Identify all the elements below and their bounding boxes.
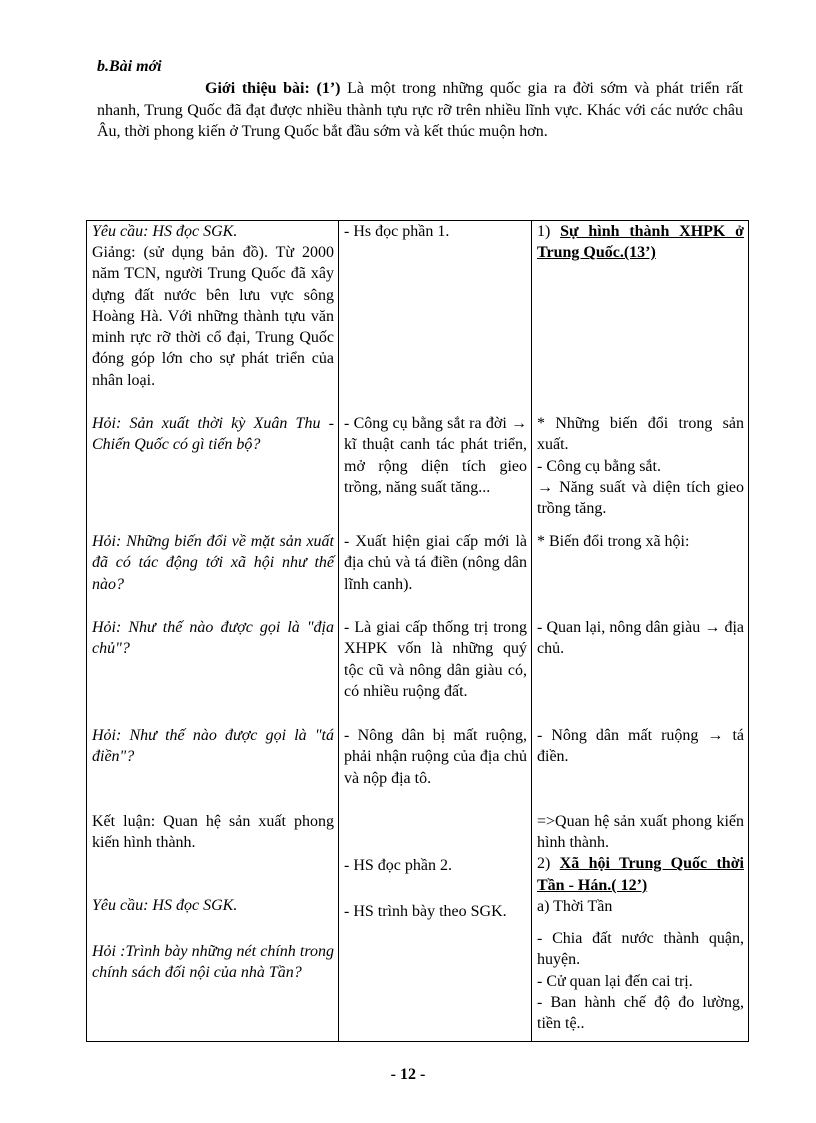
- intro-paragraph: [97, 78, 743, 143]
- heading-2: 2) Xã hội Trung Quốc thời Tần - Hán.( 12’): [537, 855, 745, 894]
- intro-time: (1’): [316, 80, 341, 97]
- request-read-1: Yêu cầu: HS đọc SGK.: [92, 223, 238, 240]
- answer-tenant: - Nông dân bị mất ruộng, phải nhận ruộng của địa chủ và nộp địa tô.: [344, 727, 527, 787]
- table-row: [87, 221, 749, 1042]
- heading-2-title: Xã hội Trung Quốc thời Tần - Hán.( 12’): [537, 855, 745, 894]
- note-productivity: → Năng suất và diện tích gieo trồng tăng.: [537, 478, 744, 518]
- answer-society: - Xuất hiện giai cấp mới là địa chủ và tá điền (nông dân lĩnh canh).: [344, 533, 527, 593]
- note-divide-country: - Chia đất nước thành quận, huyện.: [537, 930, 744, 969]
- conclusion: Kết luận: Quan hệ sản xuất phong kiến hình thành.: [92, 813, 334, 852]
- lecture-text: Giảng: (sử dụng bản đồ). Từ 2000 năm TCN, người Trung Quốc đã xây dựng đất nước bên lưu vực sông Hoàng Hà. Với những thành tựu văn minh rực rỡ thời cổ đại, Trung Quốc đóng góp lớn cho sự phát triển của nhân loại.: [92, 244, 334, 389]
- question-tenant: Hỏi: Như thế nào được gọi là "tá điền"?: [92, 727, 334, 766]
- answer-production: - Công cụ bằng sắt ra đời → kĩ thuật canh tác phát triển, mở rộng diện tích gieo trồng, năng suất tăng...: [344, 415, 527, 496]
- note-landlord: - Quan lại, nông dân giàu → địa chủ.: [537, 618, 744, 658]
- question-landlord: Hỏi: Như thế nào được gọi là "địa chủ"?: [92, 619, 334, 658]
- answer-read-2: - HS đọc phần 2.: [344, 857, 452, 874]
- question-society: Hỏi: Những biến đổi về mặt sản xuất đã có tác động tới xã hội như thế nào?: [92, 533, 334, 593]
- answer-read-1: - Hs đọc phần 1.: [344, 223, 450, 240]
- question-qin-policy: Hỏi :Trình bày những nét chính trong chính sách đối nội của nhà Tần?: [92, 943, 334, 982]
- note-iron-tools: - Công cụ bằng sắt.: [537, 457, 661, 475]
- content-cell: [532, 221, 749, 1042]
- heading-1-title: Sự hình thành XHPK ở Trung Quốc.(13’): [537, 223, 745, 262]
- request-read-2: Yêu cầu: HS đọc SGK.: [92, 897, 238, 914]
- note-qin-dynasty: a) Thời Tần: [537, 898, 613, 916]
- lesson-table: [86, 220, 749, 1042]
- note-tenant: - Nông dân mất ruộng → tá điền.: [537, 726, 744, 766]
- intro-text: Là một trong những quốc gia ra đời sớm và phát triển rất nhanh, Trung Quốc đã đạt được nhiều thành tựu rực rỡ trên nhiều lĩnh vực. Khác với các nước châu Âu, thời phong kiến ở Trung Quốc bắt đầu sớm và kết thúc muộn hơn.: [97, 80, 744, 140]
- note-appoint-officials: - Cử quan lại đến cai trị.: [537, 972, 693, 990]
- note-conclusion: =>Quan hệ sản xuất phong kiến hình thành.: [537, 812, 744, 852]
- question-production: Hỏi: Sản xuất thời kỳ Xuân Thu - Chiến Quốc có gì tiến bộ?: [92, 415, 334, 454]
- page-number: - 12 -: [390, 1066, 426, 1083]
- note-production-changes: * Những biến đổi trong sản xuất.: [537, 415, 744, 454]
- note-measurement-currency: - Ban hành chế độ đo lường, tiền tệ..: [537, 993, 744, 1033]
- teacher-activity-cell: [87, 221, 339, 1042]
- student-activity-cell: [339, 221, 532, 1042]
- answer-landlord: - Là giai cấp thống trị trong XHPK vốn là những quý tộc cũ và nông dân giàu có, có nhiều ruộng đất.: [344, 619, 527, 700]
- heading-1: 1) Sự hình thành XHPK ở Trung Quốc.(13’): [537, 223, 745, 262]
- intro-label: Giới thiệu bài:: [205, 80, 310, 97]
- note-society-changes: * Biến đổi trong xã hội:: [537, 532, 690, 550]
- section-heading: b.Bài mới: [97, 58, 162, 75]
- answer-qin-policy: - HS trình bày theo SGK.: [344, 903, 507, 920]
